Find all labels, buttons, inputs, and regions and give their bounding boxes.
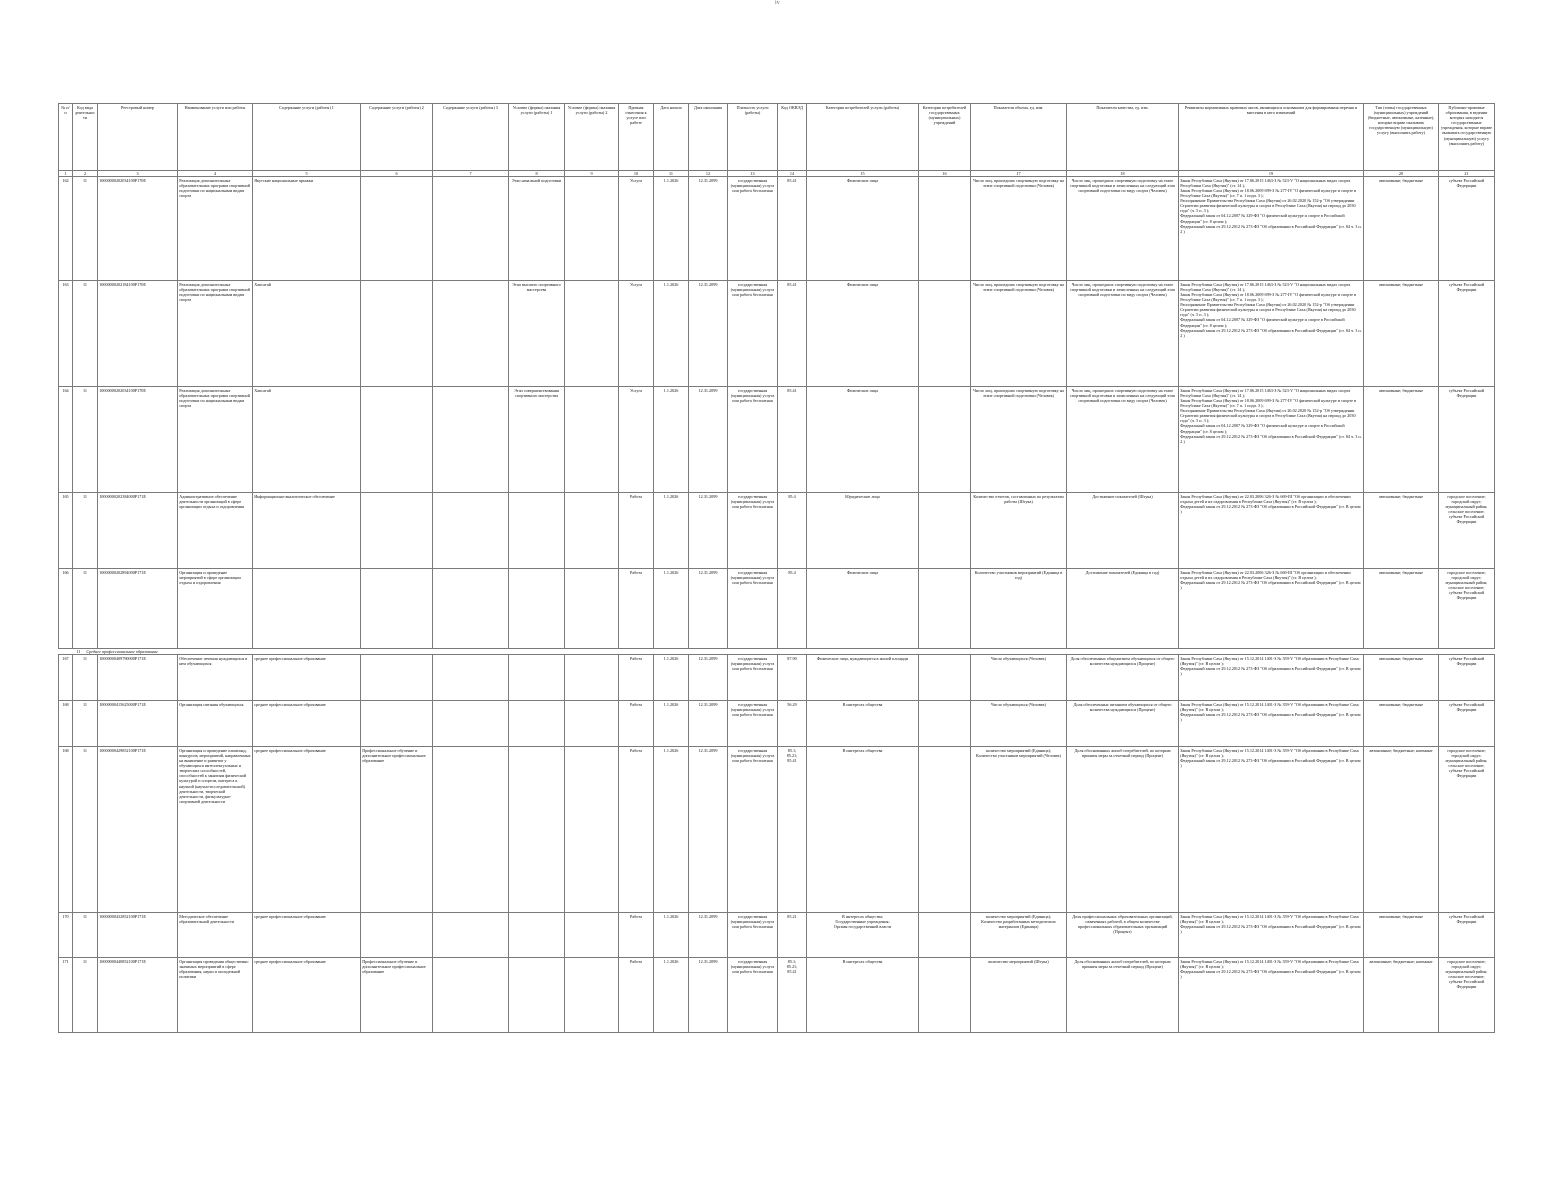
- cell-legal-acts: Закон Республики Саха (Якутия) от 15.12.2014 1401-З № 359-V "Об образовании в Республике Саха (Якутия)" (ст. В целом ); Федеральный закон от 29.12.2012 № 273-ФЗ "Об образовании в Российской Федерации" (ст. В целом ): [1179, 912, 1364, 957]
- table-row: [59, 746, 1495, 912]
- cell-activity-code: 11: [73, 957, 98, 1032]
- cell-content-2: [361, 492, 433, 568]
- column-number-15: 15: [807, 170, 919, 176]
- column-number-4: 4: [178, 170, 253, 176]
- cell-condition-2: [565, 957, 619, 1032]
- cell-condition-1: Этап совершенствования спортивного мастерства: [509, 386, 565, 492]
- column-header-20: Тип (типы) государственных (муниципальных) учреждений (бюджетные, автономные, казенные), которые вправе оказывать государственную (муниципальную) услугу (выполнять работу): [1364, 104, 1439, 171]
- cell-condition-2: [565, 912, 619, 957]
- cell-end-date: 12.31.2099: [689, 700, 728, 746]
- column-number-5: 5: [253, 170, 361, 176]
- cell-condition-2: [565, 700, 619, 746]
- cell-service-name: Организация питания обучающихся: [178, 700, 253, 746]
- cell-quality-indicators: Достижение показателей (Штука): [1067, 492, 1179, 568]
- cell-content-3: [433, 746, 509, 912]
- cell-institution-types: автономные; бюджетные: [1364, 654, 1439, 700]
- cell-legal-acts: Закон Республики Саха (Якутия) от 15.12.2014 1401-З № 359-V "Об образовании в Республике Саха (Якутия)" (ст. В целом ); Федеральный закон от 29.12.2012 № 273-ФЗ "Об образовании в Российской Федерации" (ст. В целом ): [1179, 746, 1364, 912]
- cell-registry-number: 10000000415625000Р171Е: [98, 700, 178, 746]
- cell-public-law-entities: субъект Российской Федерации: [1439, 654, 1495, 700]
- cell-content-3: [433, 176, 509, 280]
- table-row: [59, 654, 1495, 700]
- cell-consumer-category: В интересах общества: [807, 700, 919, 746]
- cell-volume-indicators: Количество участников мероприятий (Единица в год): [971, 568, 1067, 648]
- column-header-2: Код вида деятельности: [73, 104, 98, 171]
- page-mark: iv: [775, 0, 780, 6]
- cell-row-number: 163: [59, 280, 73, 386]
- cell-volume-indicators: Количество отчетов, составленных по результатам работы (Штука): [971, 492, 1067, 568]
- cell-row-number: 171: [59, 957, 73, 1032]
- cell-content-2: [361, 280, 433, 386]
- cell-legal-acts: Закон Республики Саха (Якутия) от 15.12.2014 1401-З № 359-V "Об образовании в Республике Саха (Якутия)" (ст. В целом ); Федеральный закон от 29.12.2012 № 273-ФЗ "Об образовании в Российской Федерации" (ст. В целом ): [1179, 957, 1364, 1032]
- cell-institution-consumer-category: [919, 746, 971, 912]
- column-header-10: Признак отнесения к услуге или работе: [619, 104, 654, 171]
- cell-row-number: 166: [59, 568, 73, 648]
- cell-content-2: [361, 700, 433, 746]
- column-header-1: № п/п: [59, 104, 73, 171]
- cell-consumer-category: Физические лица: [807, 568, 919, 648]
- cell-condition-2: [565, 568, 619, 648]
- cell-quality-indicators: Доля обеспеченных питанием обучающихся от общего количества нуждающихся (Процент): [1067, 700, 1179, 746]
- cell-institution-types: автономные; бюджетные: [1364, 912, 1439, 957]
- cell-service-name: Реализация дополнительных образовательных программ спортивной подготовки по национальным видам спорта: [178, 386, 253, 492]
- cell-service-name: Методическое обеспечение образовательной деятельности: [178, 912, 253, 957]
- column-number-7: 7: [433, 170, 509, 176]
- column-number-18: 18: [1067, 170, 1179, 176]
- cell-activity-code: 11: [73, 700, 98, 746]
- column-header-14: Код ОКВЭД: [778, 104, 807, 171]
- cell-service-or-work-sign: Работа: [619, 654, 654, 700]
- column-header-3: Реестровый номер: [98, 104, 178, 171]
- cell-payment-type: государственная (муниципальная) услуга или работа бесплатная: [728, 957, 778, 1032]
- cell-service-name: Обеспечение лечения нуждающихся в нем обучающихся: [178, 654, 253, 700]
- cell-content-1: [253, 568, 361, 648]
- cell-institution-types: автономные; бюджетные: [1364, 176, 1439, 280]
- column-header-21: Публично-правовые образования, в ведении которых находятся государственные учреждения, которые вправе оказывать государственную (муниципальную) услугу (выполнять работу): [1439, 104, 1495, 171]
- cell-legal-acts: Закон Республики Саха (Якутия) от 17.06.2015 1463-З № 523-V "О национальных видах спорта Республики Саха (Якутия)" (ст. 14 ); Закон Республики Саха (Якутия) от 18.06.2009 699-З № 277-IV "О физической культуре и спорте в Республике Саха (Якутия)" (ст. 7 п. 1 подп. 3 ); Распоряжение Правительства Республики Саха (Якутия) от 26.02.2020 № 152-р "Об утверждении Стратегии развития физической культуры и спорта в Республике Саха (Якутия) на период до 2030 года" (ч. 5 п. 3 ); Федеральный закон от 04.12.2007 № 329-ФЗ "О физической культуре и спорте в Российской Федерации" (ст. 8 целом ); Федеральный закон от 29.12.2012 № 273-ФЗ "Об образовании в Российской Федерации" (ст. 84 ч. 3 п. 2 ): [1179, 386, 1364, 492]
- cell-row-number: 168: [59, 746, 73, 912]
- column-number-17: 17: [971, 170, 1067, 176]
- cell-row-number: 170: [59, 912, 73, 957]
- cell-service-or-work-sign: Услуга: [619, 386, 654, 492]
- cell-public-law-entities: субъект Российской Федерации: [1439, 176, 1495, 280]
- column-number-2: 2: [73, 170, 98, 176]
- cell-consumer-category: Юридические лица: [807, 492, 919, 568]
- cell-okved-code: 85.1; 85.21; 85.41: [778, 957, 807, 1032]
- column-header-7: Содержание услуги (работы) 3: [433, 104, 509, 171]
- cell-content-3: [433, 912, 509, 957]
- cell-legal-acts: Закон Республики Саха (Якутия) от 17.06.2015 1463-З № 523-V "О национальных видах спорта Республики Саха (Якутия)" (ст. 14 ); Закон Республики Саха (Якутия) от 18.06.2009 699-З № 277-IV "О физической культуре и спорте в Республике Саха (Якутия)" (ст. 7 п. 1 подп. 3 ); Распоряжение Правительства Республики Саха (Якутия) от 26.02.2020 № 152-р "Об утверждении Стратегии развития физической культуры и спорта в Республике Саха (Якутия) на период до 2030 года" (ч. 5 п. 3 ); Федеральный закон от 04.12.2007 № 329-ФЗ "О физической культуре и спорте в Российской Федерации" (ст. 8 целом ); Федеральный закон от 29.12.2012 № 273-ФЗ "Об образовании в Российской Федерации" (ст. 84 ч. 3 п. 2 ): [1179, 176, 1364, 280]
- cell-quality-indicators: Доля обоснованных жалоб потребителей, по которым приняты меры за отчетный период (Процент): [1067, 746, 1179, 912]
- cell-service-name: Организация и проведение олимпиад, конкурсов, мероприятий, направленных на выявление и развитие у обучающихся интеллектуальных и творческих способностей, способностей к занятиям физической культурой и спортом, интереса к научной (научно-исследовательской) деятельности, творческой деятельности, физкультурно-спортивной деятельности: [178, 746, 253, 912]
- cell-activity-code: 11: [73, 654, 98, 700]
- table-row: [59, 957, 1495, 1032]
- cell-institution-types: автономные; бюджетные: [1364, 492, 1439, 568]
- cell-start-date: 1.1.2026: [654, 654, 689, 700]
- cell-registry-number: 10000000202034100Р170Е: [98, 176, 178, 280]
- cell-payment-type: государственная (муниципальная) услуга или работа бесплатная: [728, 568, 778, 648]
- cell-quality-indicators: Доля обоснованных жалоб потребителей, по которым приняты меры за отчетный период (Процент): [1067, 957, 1179, 1032]
- cell-end-date: 12.31.2099: [689, 568, 728, 648]
- cell-content-2: [361, 386, 433, 492]
- cell-condition-1: [509, 492, 565, 568]
- cell-content-2: [361, 654, 433, 700]
- column-header-11: Дата начала: [654, 104, 689, 171]
- cell-volume-indicators: количество мероприятий (Единица); Количество разработанных методических материалов (Единица): [971, 912, 1067, 957]
- cell-service-or-work-sign: Работа: [619, 492, 654, 568]
- table-body: [59, 176, 1495, 1032]
- cell-start-date: 1.1.2026: [654, 912, 689, 957]
- cell-service-or-work-sign: Работа: [619, 746, 654, 912]
- cell-activity-code: 11: [73, 176, 98, 280]
- cell-content-2: Профессиональное обучение и дополнительное профессиональное образование: [361, 746, 433, 912]
- cell-condition-1: Этап начальной подготовки: [509, 176, 565, 280]
- cell-registry-number: 10000000440852100Р171Е: [98, 957, 178, 1032]
- cell-registry-number: 10000000202184100Р170Е: [98, 280, 178, 386]
- column-header-15: Категория потребителей услуги (работы): [807, 104, 919, 171]
- cell-volume-indicators: Число обучающихся (Человек): [971, 700, 1067, 746]
- table-row: [59, 492, 1495, 568]
- cell-start-date: 1.1.2026: [654, 568, 689, 648]
- column-header-5: Содержание услуги (работы) 1: [253, 104, 361, 171]
- cell-institution-consumer-category: [919, 654, 971, 700]
- column-number-19: 19: [1179, 170, 1364, 176]
- column-number-14: 14: [778, 170, 807, 176]
- cell-okved-code: 85.41: [778, 280, 807, 386]
- cell-institution-consumer-category: [919, 700, 971, 746]
- column-number-6: 6: [361, 170, 433, 176]
- cell-service-or-work-sign: Услуга: [619, 280, 654, 386]
- services-registry-table: [58, 103, 1495, 1033]
- cell-content-3: [433, 492, 509, 568]
- cell-okved-code: 85.41: [778, 386, 807, 492]
- cell-row-number: 167: [59, 654, 73, 700]
- cell-payment-type: государственная (муниципальная) услуга или работа бесплатная: [728, 700, 778, 746]
- cell-activity-code: 11: [73, 746, 98, 912]
- cell-service-or-work-sign: Работа: [619, 912, 654, 957]
- cell-end-date: 12.31.2099: [689, 746, 728, 912]
- cell-volume-indicators: Число обучающихся (Человек): [971, 654, 1067, 700]
- cell-content-1: среднее профессиональное образование: [253, 957, 361, 1032]
- cell-content-3: [433, 568, 509, 648]
- cell-consumer-category: Физические лица: [807, 386, 919, 492]
- cell-activity-code: 11: [73, 280, 98, 386]
- cell-registry-number: 10000000432852100Р171Е: [98, 912, 178, 957]
- cell-content-3: [433, 700, 509, 746]
- cell-end-date: 12.31.2099: [689, 492, 728, 568]
- cell-condition-1: [509, 746, 565, 912]
- cell-institution-consumer-category: [919, 568, 971, 648]
- column-number-11: 11: [654, 170, 689, 176]
- cell-public-law-entities: субъект Российской Федерации: [1439, 280, 1495, 386]
- column-number-1: 1: [59, 170, 73, 176]
- cell-condition-1: [509, 700, 565, 746]
- cell-service-or-work-sign: Работа: [619, 700, 654, 746]
- cell-legal-acts: Закон Республики Саха (Якутия) от 22.03.2006 326-З № 669-III "Об организации и обеспечении отдыха детей и их оздоровления в Республике Саха (Якутия)" (ст. В целом ); Федеральный закон от 29.12.2012 № 273-ФЗ "Об образовании в Российской Федерации" (ст. В целом ): [1179, 568, 1364, 648]
- cell-content-2: [361, 912, 433, 957]
- cell-institution-consumer-category: [919, 492, 971, 568]
- cell-condition-2: [565, 280, 619, 386]
- cell-okved-code: 85.4: [778, 568, 807, 648]
- section-code: 11: [76, 648, 81, 654]
- cell-service-name: Организация и проведение мероприятий в сфере организации отдыха и оздоровления: [178, 568, 253, 648]
- cell-registry-number: 10000000429852100Р171Е: [98, 746, 178, 912]
- cell-consumer-category: В интересах общества: [807, 957, 919, 1032]
- cell-public-law-entities: городское поселение; городской округ; муниципальный район; сельское поселение; субъект Российской Федерации: [1439, 492, 1495, 568]
- cell-institution-consumer-category: [919, 176, 971, 280]
- cell-content-1: среднее профессиональное образование: [253, 912, 361, 957]
- cell-activity-code: 11: [73, 492, 98, 568]
- cell-consumer-category: Физические лица: [807, 280, 919, 386]
- table-row: [59, 176, 1495, 280]
- column-header-8: Условие (формы) оказания услуги (работы) 1: [509, 104, 565, 171]
- cell-payment-type: государственная (муниципальная) услуга или работа бесплатная: [728, 492, 778, 568]
- cell-content-1: среднее профессиональное образование: [253, 700, 361, 746]
- cell-content-3: [433, 386, 509, 492]
- cell-registry-number: 10000000202894000Р171Е: [98, 568, 178, 648]
- cell-row-number: 164: [59, 386, 73, 492]
- table-row: [59, 280, 1495, 386]
- cell-condition-2: [565, 492, 619, 568]
- cell-okved-code: 85.1; 85.21; 85.41: [778, 746, 807, 912]
- cell-institution-types: автономные; бюджетные: [1364, 280, 1439, 386]
- cell-public-law-entities: городское поселение; городской округ; муниципальный район; сельское поселение; субъект Российской Федерации: [1439, 568, 1495, 648]
- cell-row-number: 162: [59, 176, 73, 280]
- cell-content-3: [433, 654, 509, 700]
- cell-start-date: 1.1.2026: [654, 386, 689, 492]
- cell-activity-code: 11: [73, 912, 98, 957]
- section-title-text: Среднее профессиональное образование: [86, 648, 158, 654]
- cell-institution-types: автономные; бюджетные; казенные: [1364, 957, 1439, 1032]
- cell-end-date: 12.31.2099: [689, 654, 728, 700]
- column-header-12: Дата окончания: [689, 104, 728, 171]
- cell-content-1: Информационно-аналитическое обеспечение: [253, 492, 361, 568]
- cell-condition-1: [509, 912, 565, 957]
- cell-row-number: 168: [59, 700, 73, 746]
- column-number-12: 12: [689, 170, 728, 176]
- column-header-9: Условие (формы) оказания услуги (работы) 2: [565, 104, 619, 171]
- cell-public-law-entities: городское поселение; городской округ; муниципальный район; сельское поселение; субъект Российской Федерации: [1439, 746, 1495, 912]
- cell-start-date: 1.1.2026: [654, 746, 689, 912]
- cell-service-name: Организация проведения общественно значимых мероприятий в сфере образования, науки и молодежной политики: [178, 957, 253, 1032]
- registry-table-wrapper: [58, 103, 1494, 1033]
- table-row: [59, 912, 1495, 957]
- column-number-10: 10: [619, 170, 654, 176]
- cell-condition-1: [509, 957, 565, 1032]
- column-number-13: 13: [728, 170, 778, 176]
- cell-institution-consumer-category: [919, 280, 971, 386]
- cell-content-1: среднее профессиональное образование: [253, 746, 361, 912]
- cell-condition-2: [565, 654, 619, 700]
- cell-public-law-entities: субъект Российской Федерации: [1439, 386, 1495, 492]
- cell-payment-type: государственная (муниципальная) услуга или работа бесплатная: [728, 912, 778, 957]
- cell-row-number: 165: [59, 492, 73, 568]
- cell-content-1: Хапсагай: [253, 280, 361, 386]
- cell-registry-number: 10000000202384000Р171Е: [98, 492, 178, 568]
- cell-content-3: [433, 957, 509, 1032]
- cell-payment-type: государственная (муниципальная) услуга или работа бесплатная: [728, 280, 778, 386]
- cell-condition-1: [509, 568, 565, 648]
- column-header-13: Платность услуги (работы): [728, 104, 778, 171]
- cell-start-date: 1.1.2026: [654, 280, 689, 386]
- cell-end-date: 12.31.2099: [689, 176, 728, 280]
- cell-start-date: 1.1.2026: [654, 700, 689, 746]
- table-row: [59, 386, 1495, 492]
- cell-volume-indicators: количество мероприятий (Единица); Количество участников мероприятий (Человек): [971, 746, 1067, 912]
- cell-activity-code: 11: [73, 386, 98, 492]
- cell-content-1: среднее профессиональное образование: [253, 654, 361, 700]
- cell-content-2: [361, 568, 433, 648]
- cell-service-name: Реализация дополнительных образовательных программ спортивной подготовки по национальным видам спорта: [178, 176, 253, 280]
- cell-condition-2: [565, 176, 619, 280]
- cell-end-date: 12.31.2099: [689, 912, 728, 957]
- cell-institution-types: автономные; бюджетные: [1364, 568, 1439, 648]
- column-number-9: 9: [565, 170, 619, 176]
- cell-service-name: Реализация дополнительных образовательных программ спортивной подготовки по национальным видам спорта: [178, 280, 253, 386]
- cell-institution-consumer-category: [919, 386, 971, 492]
- cell-condition-1: Этап высшего спортивного мастерства: [509, 280, 565, 386]
- cell-consumer-category: Физические лица, нуждающиеся в жилой площади: [807, 654, 919, 700]
- cell-quality-indicators: Доля профессиональных образовательных организаций, охваченных работой, в общем количестве профессиональных образовательных организаций (Процент): [1067, 912, 1179, 957]
- column-header-6: Содержание услуги (работы) 2: [361, 104, 433, 171]
- cell-condition-1: [509, 654, 565, 700]
- cell-payment-type: государственная (муниципальная) услуга или работа бесплатная: [728, 654, 778, 700]
- cell-volume-indicators: Число лиц, прошедших спортивную подготовку на этапе спортивной подготовки (Человек): [971, 386, 1067, 492]
- table-row: [59, 700, 1495, 746]
- column-number-16: 16: [919, 170, 971, 176]
- column-number-3: 3: [98, 170, 178, 176]
- cell-volume-indicators: Число лиц, прошедших спортивную подготовку на этапе спортивной подготовки (Человек): [971, 280, 1067, 386]
- cell-end-date: 12.31.2099: [689, 957, 728, 1032]
- cell-registry-number: 10000000409790000Р171Е: [98, 654, 178, 700]
- cell-content-1: Хапсагай: [253, 386, 361, 492]
- cell-public-law-entities: субъект Российской Федерации: [1439, 700, 1495, 746]
- header-row: [59, 104, 1495, 171]
- cell-start-date: 1.1.2026: [654, 176, 689, 280]
- cell-consumer-category: В интересах общества; Государственные учреждения; Органы государственной власти: [807, 912, 919, 957]
- cell-institution-types: автономные; бюджетные: [1364, 386, 1439, 492]
- cell-institution-consumer-category: [919, 957, 971, 1032]
- column-header-18: Показатели качества, ед. изм.: [1067, 104, 1179, 171]
- cell-quality-indicators: Доля обеспеченных общежитием обучающихся от общего количества нуждающихся (Процент): [1067, 654, 1179, 700]
- cell-service-or-work-sign: Работа: [619, 568, 654, 648]
- column-header-19: Реквизиты нормативных правовых актов, являющихся основанием для формирования перечня и внесения в него изменений: [1179, 104, 1364, 171]
- cell-public-law-entities: городское поселение; городской округ; муниципальный район; сельское поселение; субъект Российской Федерации: [1439, 957, 1495, 1032]
- cell-quality-indicators: Число лиц, прошедших спортивную подготовку на этапе спортивной подготовки и зачисленных на следующий этап спортивной подготовки по виду спорта (Человек): [1067, 176, 1179, 280]
- cell-content-2: [361, 176, 433, 280]
- cell-activity-code: 11: [73, 568, 98, 648]
- cell-condition-2: [565, 746, 619, 912]
- column-number-8: 8: [509, 170, 565, 176]
- column-header-4: Наименование услуги или работы: [178, 104, 253, 171]
- cell-institution-types: автономные; бюджетные; казенные: [1364, 746, 1439, 912]
- cell-payment-type: государственная (муниципальная) услуга или работа бесплатная: [728, 386, 778, 492]
- cell-payment-type: государственная (муниципальная) услуга или работа бесплатная: [728, 176, 778, 280]
- cell-okved-code: 85.41: [778, 176, 807, 280]
- table-row: [59, 568, 1495, 648]
- cell-legal-acts: Закон Республики Саха (Якутия) от 22.03.2006 326-З № 669-III "Об организации и обеспечении отдыха детей и их оздоровления в Республике Саха (Якутия)" (ст. В целом ); Федеральный закон от 29.12.2012 № 273-ФЗ "Об образовании в Российской Федерации" (ст. В целом ): [1179, 492, 1364, 568]
- cell-content-2: Профессиональное обучение и дополнительное профессиональное образование: [361, 957, 433, 1032]
- column-number-20: 20: [1364, 170, 1439, 176]
- cell-institution-types: автономные; бюджетные: [1364, 700, 1439, 746]
- cell-consumer-category: Физические лица: [807, 176, 919, 280]
- cell-content-1: Якутские национальные прыжки: [253, 176, 361, 280]
- cell-legal-acts: Закон Республики Саха (Якутия) от 15.12.2014 1401-З № 359-V "Об образовании в Республике Саха (Якутия)" (ст. В целом ); Федеральный закон от 29.12.2012 № 273-ФЗ "Об образовании в Российской Федерации" (ст. В целом ): [1179, 700, 1364, 746]
- cell-okved-code: 85.4: [778, 492, 807, 568]
- cell-consumer-category: В интересах общества: [807, 746, 919, 912]
- cell-public-law-entities: субъект Российской Федерации: [1439, 912, 1495, 957]
- cell-service-or-work-sign: Работа: [619, 957, 654, 1032]
- cell-registry-number: 10000000202034100Р170Е: [98, 386, 178, 492]
- cell-volume-indicators: количество мероприятий (Штука): [971, 957, 1067, 1032]
- cell-condition-2: [565, 386, 619, 492]
- cell-end-date: 12.31.2099: [689, 386, 728, 492]
- cell-end-date: 12.31.2099: [689, 280, 728, 386]
- cell-legal-acts: Закон Республики Саха (Якутия) от 17.06.2015 1463-З № 523-V "О национальных видах спорта Республики Саха (Якутия)" (ст. 14 ); Закон Республики Саха (Якутия) от 18.06.2009 699-З № 277-IV "О физической культуре и спорте в Республике Саха (Якутия)" (ст. 7 п. 1 подп. 3 ); Распоряжение Правительства Республики Саха (Якутия) от 26.02.2020 № 152-р "Об утверждении Стратегии развития физической культуры и спорта в Республике Саха (Якутия) на период до 2030 года" (ч. 5 п. 3 ); Федеральный закон от 04.12.2007 № 329-ФЗ "О физической культуре и спорте в Российской Федерации" (ст. 8 целом ); Федеральный закон от 29.12.2012 № 273-ФЗ "Об образовании в Российской Федерации" (ст. 84 ч. 3 п. 2 ): [1179, 280, 1364, 386]
- cell-okved-code: 85.21: [778, 912, 807, 957]
- cell-content-3: [433, 280, 509, 386]
- cell-institution-consumer-category: [919, 912, 971, 957]
- cell-quality-indicators: Число лиц, прошедших спортивную подготовку на этапе спортивной подготовки и зачисленных на следующий этап спортивной подготовки по виду спорта (Человек): [1067, 386, 1179, 492]
- cell-okved-code: 56.29: [778, 700, 807, 746]
- cell-start-date: 1.1.2026: [654, 492, 689, 568]
- column-number-21: 21: [1439, 170, 1495, 176]
- cell-volume-indicators: Число лиц, прошедших спортивную подготовку на этапе спортивной подготовки (Человек): [971, 176, 1067, 280]
- cell-service-name: Административное обеспечение деятельности организаций в сфере организации отдыха и оздоровления: [178, 492, 253, 568]
- cell-payment-type: государственная (муниципальная) услуга или работа бесплатная: [728, 746, 778, 912]
- cell-okved-code: 87.90: [778, 654, 807, 700]
- cell-legal-acts: Закон Республики Саха (Якутия) от 15.12.2014 1401-З № 359-V "Об образовании в Республике Саха (Якутия)" (ст. В целом ); Федеральный закон от 29.12.2012 № 273-ФЗ "Об образовании в Российской Федерации" (ст. В целом ): [1179, 654, 1364, 700]
- cell-quality-indicators: Достижение показателей (Единица в год): [1067, 568, 1179, 648]
- cell-service-or-work-sign: Услуга: [619, 176, 654, 280]
- column-header-17: Показатели объема, ед. изм.: [971, 104, 1067, 171]
- cell-quality-indicators: Число лиц, прошедших спортивную подготовку на этапе спортивной подготовки и зачисленных на следующий этап спортивной подготовки по виду спорта (Человек): [1067, 280, 1179, 386]
- column-header-16: Категория потребителей государственных (муниципальных) учреждений: [919, 104, 971, 171]
- cell-start-date: 1.1.2026: [654, 957, 689, 1032]
